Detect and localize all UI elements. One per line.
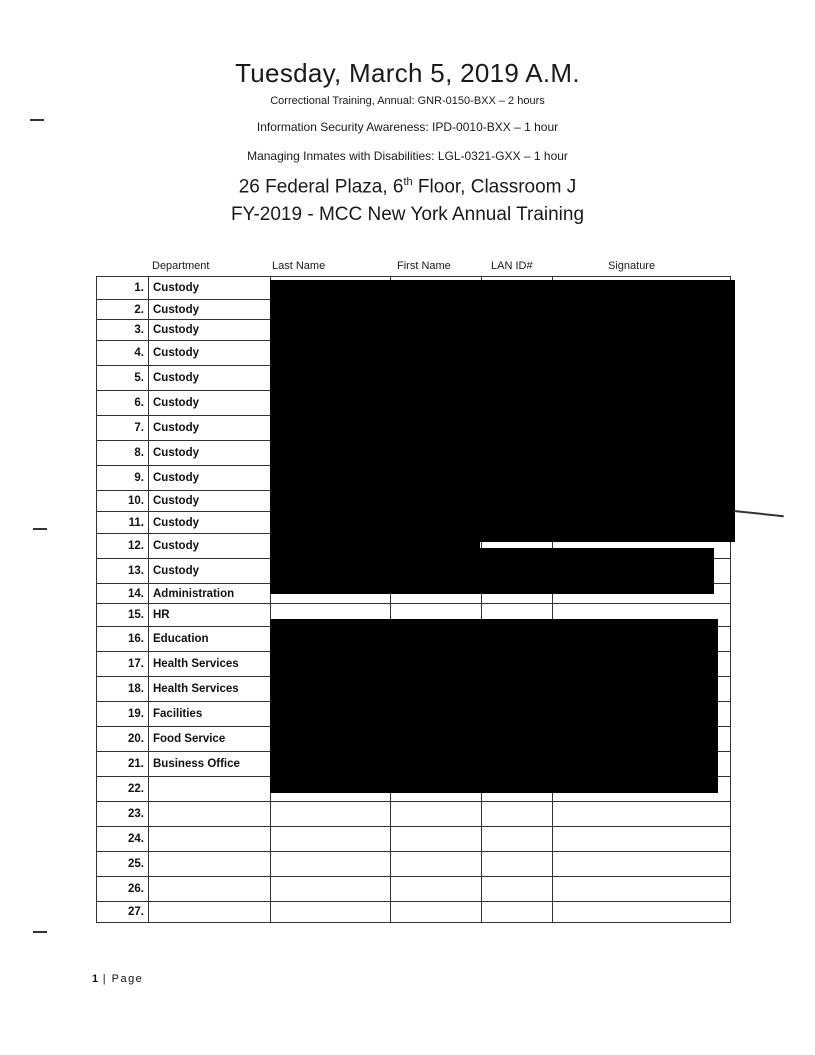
page-title: Tuesday, March 5, 2019 A.M. [235,58,580,88]
department-cell: Custody [149,391,271,416]
column-header-last-name: Last Name [272,260,326,272]
page-number: 1 [92,973,99,985]
table-row [97,877,731,902]
department-cell: Facilities [149,702,271,727]
last-name-cell [271,902,391,923]
row-number: 26. [97,877,149,902]
department-cell: Custody [149,341,271,366]
row-number: 15. [97,604,149,627]
department-cell: Custody [149,512,271,534]
program-title: FY-2019 - MCC New York Annual Training [230,204,585,225]
table-row [97,827,731,852]
department-cell: Education [149,627,271,652]
row-number: 2. [97,300,149,320]
department-cell: Custody [149,320,271,341]
redaction-block [270,280,735,542]
row-number: 18. [97,677,149,702]
scan-margin-mark [30,119,44,121]
page-footer [92,973,143,985]
row-number: 25. [97,852,149,877]
scan-margin-mark [33,931,47,933]
column-header-department: Department [152,260,210,272]
department-cell [149,827,271,852]
department-cell: Custody [149,534,271,559]
signature-cell [553,827,731,852]
row-number: 10. [97,491,149,512]
last-name-cell [271,877,391,902]
column-header-lan-id: LAN ID# [491,260,533,272]
signature-cell [553,877,731,902]
location-superscript: th [403,176,413,188]
redaction-block [270,619,718,793]
first-name-cell [391,877,482,902]
department-cell: Custody [149,366,271,391]
department-cell [149,777,271,802]
page-separator: | [102,973,108,985]
course-line-correctional: Correctional Training, Annual: GNR-0150-BXX – 2 hours [270,95,545,107]
lan-id-cell [482,802,553,827]
department-cell [149,852,271,877]
row-number: 12. [97,534,149,559]
row-number: 6. [97,391,149,416]
location-text: 26 Federal Plaza, 6 [238,176,404,198]
row-number: 22. [97,777,149,802]
column-header-first-name: First Name [397,260,451,272]
department-cell: Custody [149,559,271,584]
lan-id-cell [482,852,553,877]
pen-stroke-mark [734,510,784,517]
course-line-infosec: Information Security Awareness: IPD-0010-BXX – 1 hour [256,120,559,134]
row-number: 5. [97,366,149,391]
location-line [0,176,815,198]
department-cell: Custody [149,277,271,300]
row-number: 4. [97,341,149,366]
row-number: 16. [97,627,149,652]
department-cell: Custody [149,491,271,512]
department-cell: Food Service [149,727,271,752]
row-number: 9. [97,466,149,491]
row-number: 7. [97,416,149,441]
department-cell: Health Services [149,652,271,677]
row-number: 24. [97,827,149,852]
lan-id-cell [482,827,553,852]
redaction-block [270,548,714,594]
first-name-cell [391,902,482,923]
first-name-cell [391,827,482,852]
department-cell: Administration [149,584,271,604]
row-number: 8. [97,441,149,466]
department-cell: Custody [149,466,271,491]
department-cell: Business Office [149,752,271,777]
table-row [97,852,731,877]
scan-margin-mark [33,528,47,530]
last-name-cell [271,827,391,852]
row-number: 13. [97,559,149,584]
row-number: 19. [97,702,149,727]
first-name-cell [391,802,482,827]
department-cell: Custody [149,300,271,320]
row-number: 11. [97,512,149,534]
last-name-cell [271,802,391,827]
course-line-disabilities: Managing Inmates with Disabilities: LGL-0321-GXX – 1 hour [247,149,568,163]
signature-cell [553,852,731,877]
department-cell [149,877,271,902]
row-number: 20. [97,727,149,752]
row-number: 17. [97,652,149,677]
signature-cell [553,902,731,923]
location-text-end: Floor, Classroom J [412,176,577,198]
last-name-cell [271,852,391,877]
row-number: 3. [97,320,149,341]
table-row [97,802,731,827]
department-cell: HR [149,604,271,627]
lan-id-cell [482,877,553,902]
row-number: 23. [97,802,149,827]
department-cell: Health Services [149,677,271,702]
row-number: 1. [97,277,149,300]
table-row [97,902,731,923]
row-number: 21. [97,752,149,777]
page-label: Page [111,973,144,985]
department-cell [149,902,271,923]
signature-cell [553,802,731,827]
lan-id-cell [482,902,553,923]
department-cell: Custody [149,416,271,441]
department-cell: Custody [149,441,271,466]
column-header-signature: Signature [608,260,656,272]
first-name-cell [391,852,482,877]
row-number: 27. [97,902,149,923]
row-number: 14. [97,584,149,604]
department-cell [149,802,271,827]
